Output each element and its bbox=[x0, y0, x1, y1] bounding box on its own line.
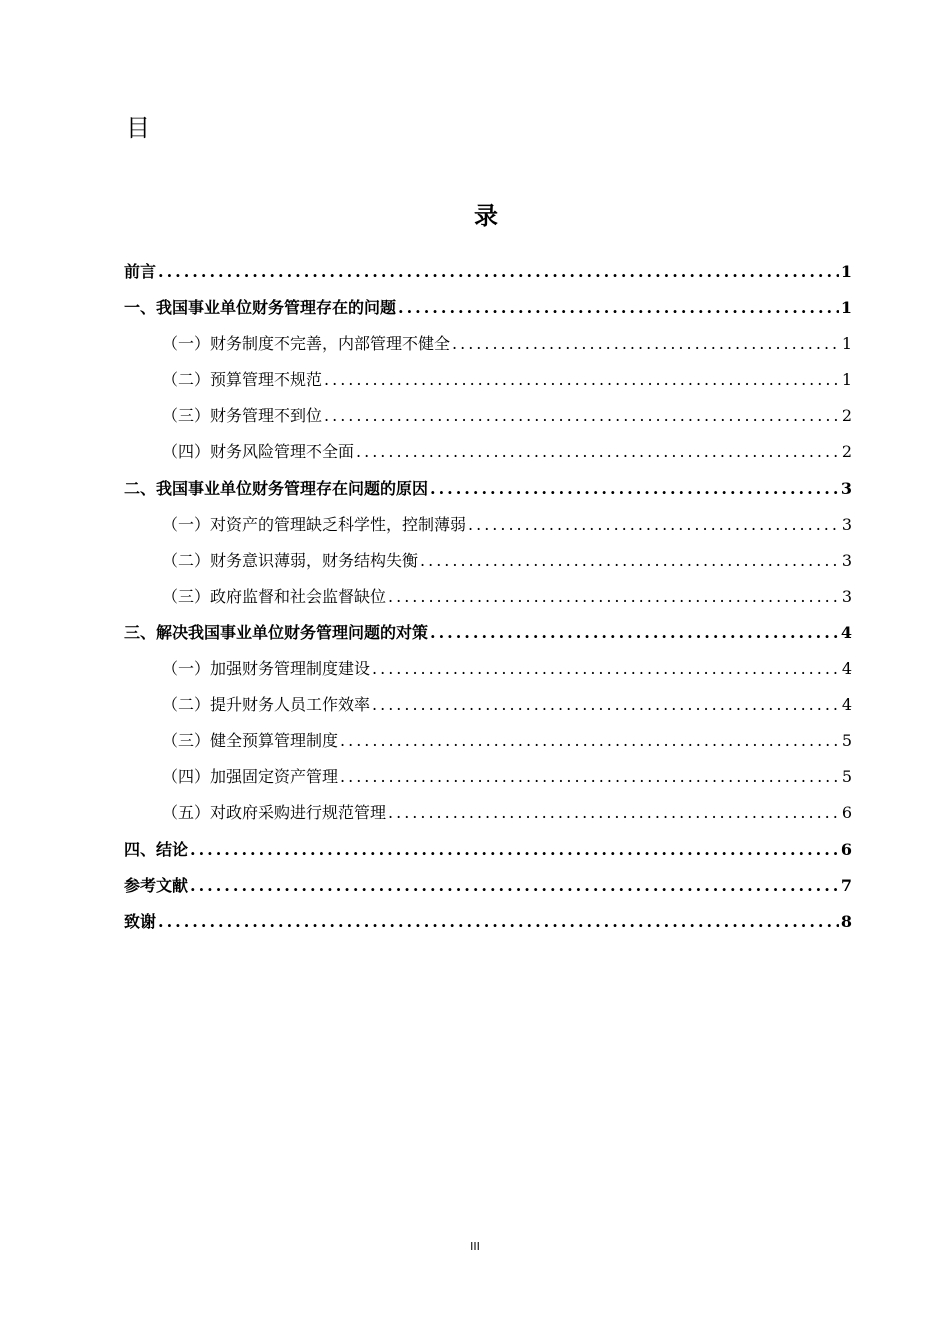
toc-entry-title: （二）财务意识薄弱，财务结构失衡 bbox=[162, 550, 419, 570]
toc-entry[interactable] bbox=[124, 687, 852, 723]
toc-dot-leader bbox=[388, 579, 840, 615]
toc-entry-title: 四、结论 bbox=[124, 839, 189, 859]
toc-dot-leader bbox=[388, 795, 840, 831]
toc-entry-page-number: 4 bbox=[841, 695, 852, 715]
toc-entry[interactable] bbox=[124, 615, 852, 651]
toc-entry-title: 三、解决我国事业单位财务管理问题的对策 bbox=[124, 622, 429, 642]
toc-dot-leader bbox=[324, 398, 840, 434]
toc-entry[interactable] bbox=[124, 795, 852, 831]
toc-dot-leader bbox=[340, 723, 840, 759]
toc-entry-title: （五）对政府采购进行规范管理 bbox=[162, 803, 387, 823]
toc-entry-page-number: 8 bbox=[840, 911, 852, 931]
toc-entry-page-number: 2 bbox=[841, 406, 852, 426]
toc-entry-title: （四）加强固定资产管理 bbox=[162, 767, 339, 787]
table-of-contents bbox=[124, 254, 852, 940]
toc-entry-page-number: 1 bbox=[840, 262, 852, 281]
toc-entry[interactable] bbox=[124, 723, 852, 759]
toc-entry-page-number: 1 bbox=[841, 334, 852, 354]
toc-entry-title: （二）预算管理不规范 bbox=[162, 370, 323, 390]
toc-dot-leader bbox=[356, 434, 840, 470]
toc-entry[interactable] bbox=[124, 471, 852, 507]
toc-entry-title: 前言 bbox=[124, 262, 157, 281]
toc-entry-title: （三）政府监督和社会监督缺位 bbox=[162, 586, 387, 606]
toc-entry-title: （一）财务制度不完善，内部管理不健全 bbox=[162, 334, 451, 354]
toc-entry-title: （三）财务管理不到位 bbox=[162, 406, 323, 426]
toc-entry-page-number: 6 bbox=[841, 803, 852, 823]
toc-dot-leader bbox=[190, 868, 839, 904]
toc-entry[interactable] bbox=[124, 398, 852, 434]
toc-entry-page-number: 4 bbox=[841, 659, 852, 679]
toc-entry[interactable] bbox=[124, 832, 852, 868]
toc-entry-page-number: 5 bbox=[841, 731, 852, 751]
toc-entry-page-number: 3 bbox=[841, 550, 852, 570]
toc-entry-page-number: 6 bbox=[840, 839, 852, 859]
toc-entry-page-number: 3 bbox=[841, 586, 852, 606]
toc-entry[interactable] bbox=[124, 254, 852, 290]
toc-entry-title: （一）对资产的管理缺乏科学性，控制薄弱 bbox=[162, 514, 467, 534]
toc-dot-leader bbox=[420, 543, 840, 579]
toc-entry[interactable] bbox=[124, 362, 852, 398]
toc-entry-page-number: 5 bbox=[841, 767, 852, 787]
toc-dot-leader bbox=[430, 615, 839, 651]
toc-dot-leader bbox=[452, 326, 840, 362]
toc-entry[interactable] bbox=[124, 868, 852, 904]
toc-entry[interactable] bbox=[124, 326, 852, 362]
toc-entry-title: （三）健全预算管理制度 bbox=[162, 731, 339, 751]
toc-dot-leader bbox=[324, 362, 840, 398]
toc-entry-title: 一、我国事业单位财务管理存在的问题 bbox=[124, 298, 397, 318]
toc-dot-leader bbox=[158, 904, 839, 940]
toc-entry-title: 二、我国事业单位财务管理存在问题的原因 bbox=[124, 478, 429, 498]
toc-entry-page-number: 7 bbox=[840, 875, 852, 895]
toc-heading-part-2: 录 bbox=[474, 201, 498, 230]
toc-entry[interactable] bbox=[124, 290, 852, 326]
toc-entry-title: （四）财务风险管理不全面 bbox=[162, 442, 355, 462]
toc-entry[interactable] bbox=[124, 543, 852, 579]
toc-dot-leader bbox=[468, 507, 840, 543]
toc-entry-page-number: 3 bbox=[841, 514, 852, 534]
toc-entry[interactable] bbox=[124, 651, 852, 687]
toc-dot-leader bbox=[340, 759, 840, 795]
toc-dot-leader bbox=[372, 651, 840, 687]
page-number: III bbox=[470, 1240, 480, 1253]
toc-entry-page-number: 1 bbox=[840, 298, 852, 318]
toc-entry[interactable] bbox=[124, 759, 852, 795]
toc-entry-page-number: 4 bbox=[840, 622, 852, 642]
toc-dot-leader bbox=[398, 290, 839, 326]
toc-dot-leader bbox=[190, 832, 839, 868]
toc-dot-leader bbox=[158, 254, 839, 290]
toc-entry[interactable] bbox=[124, 579, 852, 615]
toc-heading-part-1: 目 bbox=[126, 114, 150, 142]
toc-entry-page-number: 2 bbox=[841, 442, 852, 462]
toc-entry[interactable] bbox=[124, 507, 852, 543]
toc-dot-leader bbox=[430, 471, 839, 507]
toc-entry-title: 参考文献 bbox=[124, 875, 189, 895]
toc-entry-title: 致谢 bbox=[124, 911, 157, 931]
toc-entry[interactable] bbox=[124, 904, 852, 940]
toc-dot-leader bbox=[372, 687, 840, 723]
toc-entry-page-number: 3 bbox=[840, 478, 852, 498]
toc-entry-title: （一）加强财务管理制度建设 bbox=[162, 659, 371, 679]
toc-entry-title: （二）提升财务人员工作效率 bbox=[162, 695, 371, 715]
toc-entry-page-number: 1 bbox=[841, 370, 852, 390]
toc-entry[interactable] bbox=[124, 434, 852, 470]
